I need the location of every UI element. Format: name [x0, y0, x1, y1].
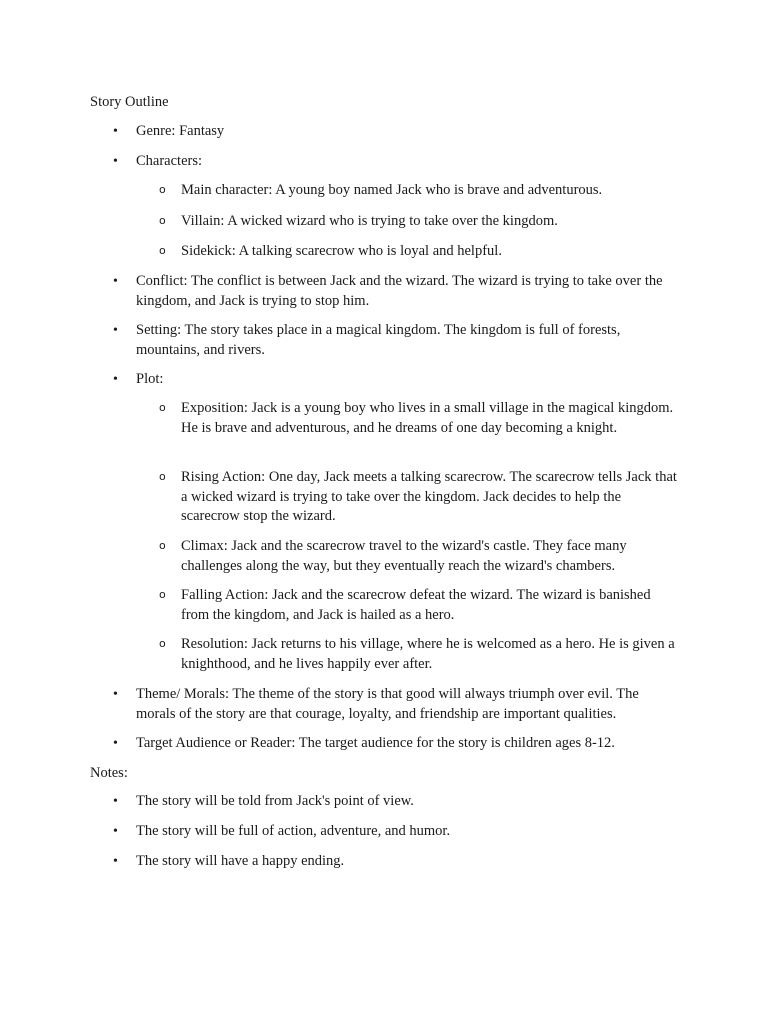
climax-text: o Climax: Jack and the scarecrow travel to the wizard's castle. They face many challenges along the way, but they eventually reach the wizard's chambers.: [181, 538, 627, 574]
note-text: • The story will be full of action, adventure, and humor.: [136, 823, 451, 839]
list-item-climax: [181, 537, 681, 576]
list-item-exposition: [181, 399, 681, 438]
list-item-theme: [136, 685, 681, 724]
list-item-resolution: [181, 635, 681, 674]
list-item-note: [136, 852, 681, 872]
main-character-text: o Main character: A young boy named Jack who is brave and adventurous.: [181, 182, 603, 198]
villain-text: o Villain: A wicked wizard who is trying to take over the kingdom.: [181, 213, 558, 229]
notes-heading: Notes:: [90, 765, 128, 781]
document-title: Story Outline: [90, 94, 169, 110]
rising-action-text: o Rising Action: One day, Jack meets a talking scarecrow. The scarecrow tells Jack that a wicked wizard is trying to take over the kingdom. Jack decides to help the scarecrow stop the wizard.: [181, 469, 677, 524]
audience-text: • Target Audience or Reader: The target audience for the story is children ages 8-12.: [136, 735, 615, 751]
sidekick-text: o Sidekick: A talking scarecrow who is loyal and helpful.: [181, 243, 502, 259]
list-item-note: [136, 822, 681, 842]
list-item-sidekick: [181, 242, 681, 262]
falling-action-text: o Falling Action: Jack and the scarecrow defeat the wizard. The wizard is banished from the kingdom, and Jack is hailed as a hero.: [181, 587, 651, 623]
list-item-villain: [181, 212, 681, 232]
characters-label: • Characters:: [136, 153, 203, 169]
list-item-audience: [136, 734, 681, 754]
list-item-falling-action: [181, 586, 681, 625]
theme-text: • Theme/ Morals: The theme of the story is that good will always triumph over evil. The morals of the story are that courage, loyalty, and friendship are important qualities.: [136, 686, 639, 722]
note-text: • The story will be told from Jack's point of view.: [136, 793, 414, 809]
note-text: • The story will have a happy ending.: [136, 853, 345, 869]
list-item-rising-action: [181, 468, 681, 527]
conflict-text: • Conflict: The conflict is between Jack and the wizard. The wizard is trying to take over the kingdom, and Jack is trying to stop him.: [136, 273, 663, 309]
list-item-conflict: [136, 272, 681, 311]
plot-label: • Plot:: [136, 371, 164, 387]
list-item-setting: [136, 321, 681, 360]
setting-text: • Setting: The story takes place in a magical kingdom. The kingdom is full of forests, mountains, and rivers.: [136, 322, 621, 358]
list-item-main-character: [181, 181, 681, 201]
list-item-genre: [136, 122, 681, 142]
list-item-characters: [136, 152, 681, 172]
list-item-plot: [136, 370, 681, 390]
list-item-note: [136, 792, 681, 812]
resolution-text: o Resolution: Jack returns to his village, where he is welcomed as a hero. He is given a knighthood, and he lives happily ever after.: [181, 636, 675, 672]
genre-text: • Genre: Fantasy: [136, 123, 225, 139]
exposition-text: o Exposition: Jack is a young boy who lives in a small village in the magical kingdom. He is brave and adventurous, and he dreams of one day becoming a knight.: [181, 400, 674, 436]
